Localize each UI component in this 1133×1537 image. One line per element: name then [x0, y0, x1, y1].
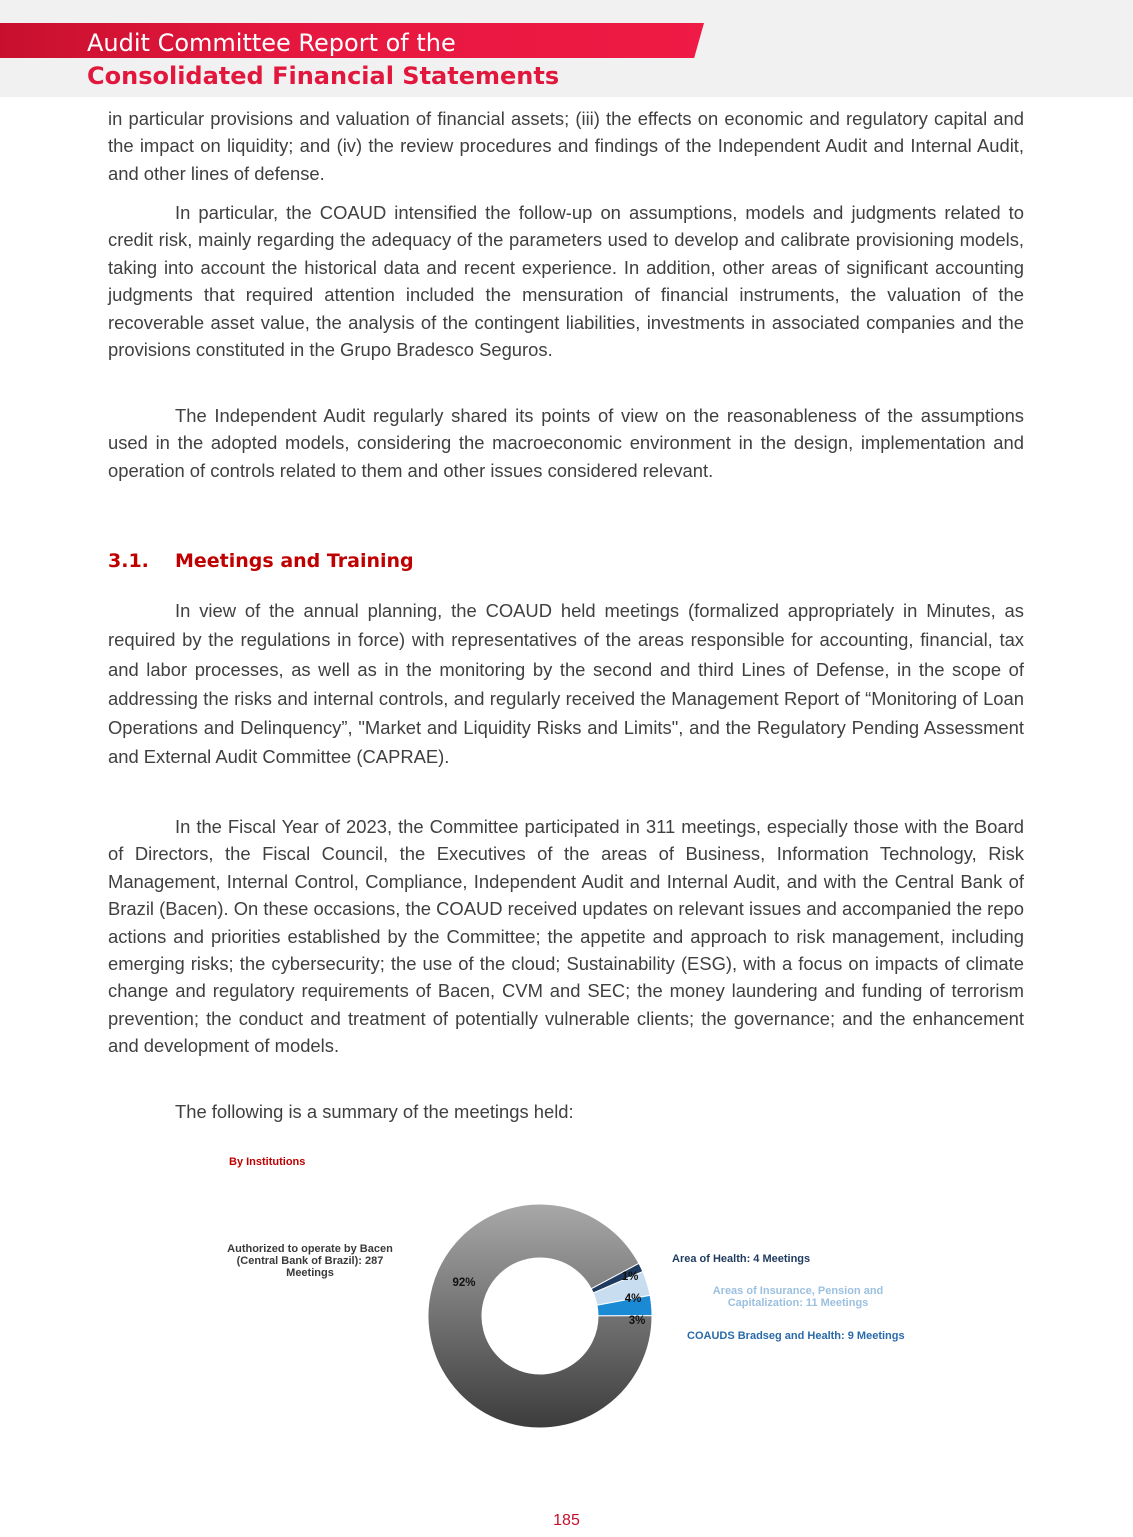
paragraph-1: in particular provisions and valuation of financial assets; (iii) the effects on economic and regulatory capital and the impact on liquidity; and (iv) the review procedures and findings of the Independent Audit and Internal Audit, and other lines of defense. — [108, 108, 1024, 184]
page-number: 185 — [553, 1512, 580, 1529]
section-title: Meetings and Training — [175, 550, 414, 572]
paragraph-5: In the Fiscal Year of 2023, the Committee participated in 311 meetings, especially those with the Board of Directors, the Fiscal Council, the Executives of the areas of Business, Information Technology, Risk Management, Internal Control, Compliance, Independent Audit and Internal Audit, and with the Central Bank of Brazil (Bacen). On these occasions, the COAUD received updates on relevant issues and accompanied the repo actions and priorities established by the Committee; the appetite and approach to risk management, including emerging risks; the cybersecurity; the use of the cloud; Sustainability (ESG), with a focus on impacts of climate change and regulatory requirements of Bacen, CVM and SEC; the money laundering and funding of terrorism prevention; the conduct and treatment of potentially vulnerable clients; the governance; and the enhancement and development of models. — [108, 816, 1024, 1057]
paragraph-2: In particular, the COAUD intensified the follow-up on assumptions, models and judgments related to credit risk, mainly regarding the adequacy of the parameters used to develop and calibrate provisioning models, taking into account the historical data and recent experience. In addition, other areas of significant accounting judgments that required attention included the mensuration of financial instruments, the valuation of the recoverable asset value, the analysis of the contingent liabilities, investments in associated companies and the provisions constituted in the Grupo Bradesco Seguros. — [108, 202, 1024, 361]
chart-label-coauds: COAUDS Bradseg and Health: 9 Meetings — [687, 1330, 905, 1342]
chart-label-health: Area of Health: 4 Meetings — [672, 1253, 811, 1265]
chart-label-insurance: Areas of Insurance, Pension and Capitalization: 11 Meetings — [712, 1285, 884, 1309]
paragraph-6: The following is a summary of the meetings held: — [175, 1101, 574, 1122]
header-title-line2: Consolidated Financial Statements — [87, 62, 560, 90]
header-title-line1: Audit Committee Report of the — [87, 29, 456, 57]
pct-label-health: 1% — [621, 1271, 639, 1283]
section-number: 3.1. — [108, 550, 149, 572]
paragraph-4: In view of the annual planning, the COAUD held meetings (formalized appropriately in Minutes, as required by the regulations in force) with representatives of the areas responsible for accounting, financial, tax and labor processes, as well as in the monitoring by the second and third Lines of Defense, in the scope of addressing the risks and internal controls, and regularly received the Management Report of “Monitoring of Loan Operations and Delinquency”, "Market and Liquidity Risks and Limits", and the Regulatory Pending Assessment and External Audit Committee (CAPRAE). — [108, 600, 1024, 768]
chart-label-bacen: Authorized to operate by Bacen (Central Bank of Brazil): 287 Meetings — [227, 1243, 393, 1279]
chart-title: By Institutions — [229, 1156, 306, 1168]
pct-label-insurance: 4% — [624, 1293, 642, 1305]
pct-label-coauds: 3% — [628, 1315, 646, 1327]
pct-label-bacen: 92% — [452, 1277, 476, 1289]
paragraph-3: The Independent Audit regularly shared its points of view on the reasonableness of the assumptions used in the adopted models, considering the macroeconomic environment in the design, implementation and operation of controls related to them and other issues considered relevant. — [108, 405, 1024, 481]
